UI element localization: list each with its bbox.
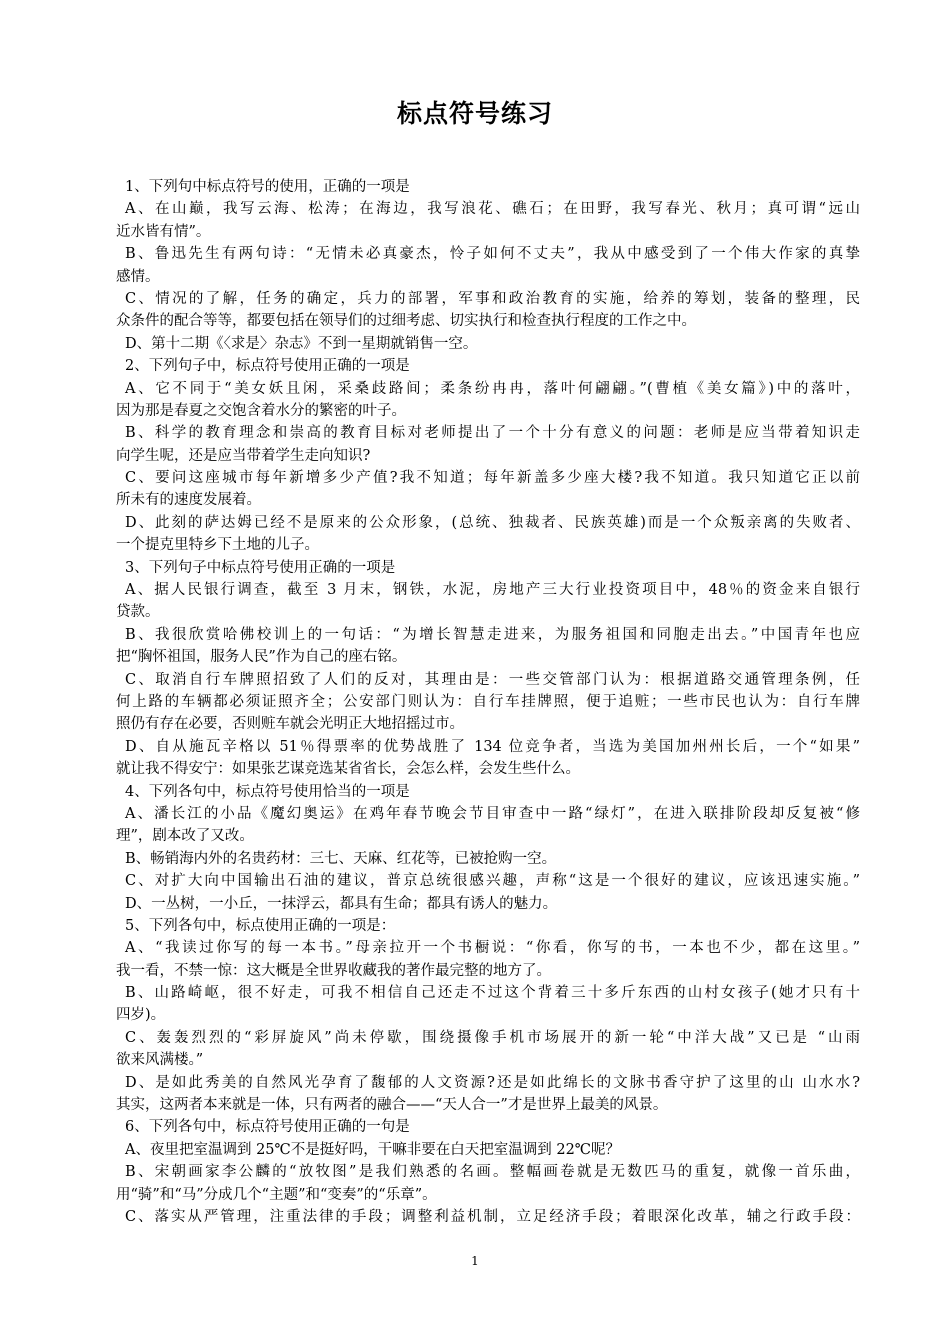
text-line: A、夜里把室温调到 25℃不是挺好吗，干嘛非要在白天把室温调到 22℃呢？	[125, 1141, 621, 1158]
text-line: C、轰轰烈烈的“彩屏旋风”尚未停歇，围绕摄像手机市场展开的新一轮“中洋大战”又已是 “山雨	[125, 1029, 860, 1046]
text-line: B、宋朝画家李公麟的“放牧图”是我们熟悉的名画。整幅画卷就是无数匹马的重复，就像一首乐曲，	[125, 1164, 860, 1181]
text-line: 贷款。	[116, 604, 160, 621]
text-line: D、一丛树，一小丘，一抹浮云，都具有生命；都具有诱人的魅力。	[125, 895, 558, 912]
text-line: 5、下列各句中，标点使用正确的一项是：	[125, 917, 396, 934]
page-title: 标点符号练习	[396, 99, 553, 128]
text-line: 2、下列句子中，标点符号使用正确的一项是	[125, 358, 410, 375]
text-line: A、它不同于“美女妖且闲，采桑歧路间；柔条纷冉冉，落叶何翩翩。”(曹植《美女篇》)中的落叶，	[125, 380, 860, 397]
text-line: 近水皆有情”。	[116, 223, 211, 240]
text-line: A、据人民银行调查，截至 3 月末，钢铁，水泥，房地产三大行业投资项目中，48％的资金来自银行	[125, 582, 860, 599]
text-line: 1、下列句中标点符号的使用，正确的一项是	[125, 179, 410, 195]
text-line: 我一看，不禁一惊：这大概是全世界收藏我的著作最完整的地方了。	[116, 962, 551, 979]
page-number: 1	[471, 1254, 479, 1268]
text-line: 其实，这两者本来就是一体，只有两者的融合——“天人合一”才是世界上最美的风景。	[116, 1097, 668, 1114]
text-line: B、鲁迅先生有两句诗：“无情未必真豪杰，怜子如何不丈夫”，我从中感受到了一个伟大作家的真挚	[125, 246, 860, 263]
text-line: 把“胸怀祖国，服务人民”作为自己的座右铭。	[116, 649, 407, 666]
text-line: 何上路的车辆都必须证照齐全；公安部门则认为：自行车挂牌照，便于追赃；一些市民也认为：自行车牌	[116, 693, 860, 710]
text-line: C、落实从严管理，注重法律的手段；调整利益机制，立足经济手段；着眼深化改革，辅之行政手段：	[125, 1208, 860, 1225]
text-line: 因为那是春夏之交饱含着水分的繁密的叶子。	[116, 402, 406, 419]
text-line: B、山路崎岖，很不好走，可我不相信自己还走不过这个背着三十多斤东西的山村女孩子(她才只有十	[125, 985, 860, 1002]
text-line: 所未有的速度发展着。	[116, 492, 261, 509]
text-line: C、情况的了解，任务的确定，兵力的部署，军事和政治教育的实施，给养的筹划，装备的整理，民	[125, 290, 860, 307]
text-line: 4、下列各句中，标点符号使用恰当的一项是	[125, 783, 410, 800]
text-line: 就让我不得安宁：如果张艺谋竞选某省省长，会怎么样，会发生些什么。	[116, 761, 580, 778]
text-line: D、第十二期《〈求是〉杂志》不到一星期就销售一空。	[125, 335, 478, 352]
text-line: 一个提克里特乡下土地的儿子。	[116, 537, 319, 554]
text-line: A、“我读过你写的每一本书。”母亲拉开一个书橱说：“你看，你写的书，一本也不少，都在这里。”	[125, 940, 860, 957]
text-line: 3、下列句子中标点符号使用正确的一项是	[125, 559, 396, 576]
document-body	[118, 176, 860, 1228]
text-line: 理”，剧本改了又改。	[116, 828, 254, 845]
text-line: D、是如此秀美的自然风光孕育了馥郁的人文资源?还是如此绵长的文脉书香守护了这里的山 山水水?	[125, 1074, 860, 1091]
text-line: 用“骑”和“马”分成几个“主题”和“变奏”的“乐章”。	[116, 1186, 437, 1203]
text-line: 感情。	[116, 268, 160, 285]
text-line: 6、下列各句中，标点符号使用正确的一句是	[125, 1119, 410, 1136]
text-line: 向学生呢，还是应当带着学生走向知识?	[116, 447, 371, 464]
text-line: B、畅销海内外的名贵药材：三七、天麻、红花等，已被抢购一空。	[125, 850, 557, 867]
text-line: B、科学的教育理念和崇高的教育目标对老师提出了一个十分有意义的问题：老师是应当带着知识走	[125, 425, 860, 442]
text-line: 欲来风满楼。”	[116, 1052, 204, 1069]
text-line: B、我很欣赏哈佛校训上的一句话：“为增长智慧走进来，为服务祖国和同胞走出去。”中国青年也应	[125, 626, 860, 643]
text-line: 四岁)。	[116, 1007, 166, 1024]
text-line: C、要问这座城市每年新增多少产值?我不知道；每年新盖多少座大楼?我不知道。我只知道它正以前	[125, 470, 860, 487]
text-line: A、在山巅，我写云海、松涛；在海边，我写浪花、礁石；在田野，我写春光、秋月；真可谓“远山	[125, 201, 860, 218]
text-line: 照仍有存在必要，否则赃车就会光明正大地招摇过市。	[116, 716, 464, 733]
text-line: C、对扩大向中国输出石油的建议，普京总统很感兴趣，声称“这是一个很好的建议，应该迅速实施。”	[125, 873, 860, 890]
text-line: C、取消自行车牌照招致了人们的反对，其理由是：一些交管部门认为：根据道路交通管理条例，任	[125, 671, 860, 688]
text-line: D、此刻的萨达姆已经不是原来的公众形象，(总统、独裁者、民族英雄)而是一个众叛亲离的失败者、	[125, 514, 860, 531]
text-line: 众条件的配合等等，都要包括在领导们的过细考虑、切实执行和检查执行程度的工作之中。	[116, 313, 696, 330]
text-line: A、潘长江的小品《魔幻奥运》在鸡年春节晚会节目审查中一路“绿灯”，在进入联排阶段却反复被“修	[125, 805, 860, 822]
text-line: D、自从施瓦辛格以 51％得票率的优势战胜了 134 位竞争者，当选为美国加州州长后，一个“如果”	[125, 738, 860, 755]
